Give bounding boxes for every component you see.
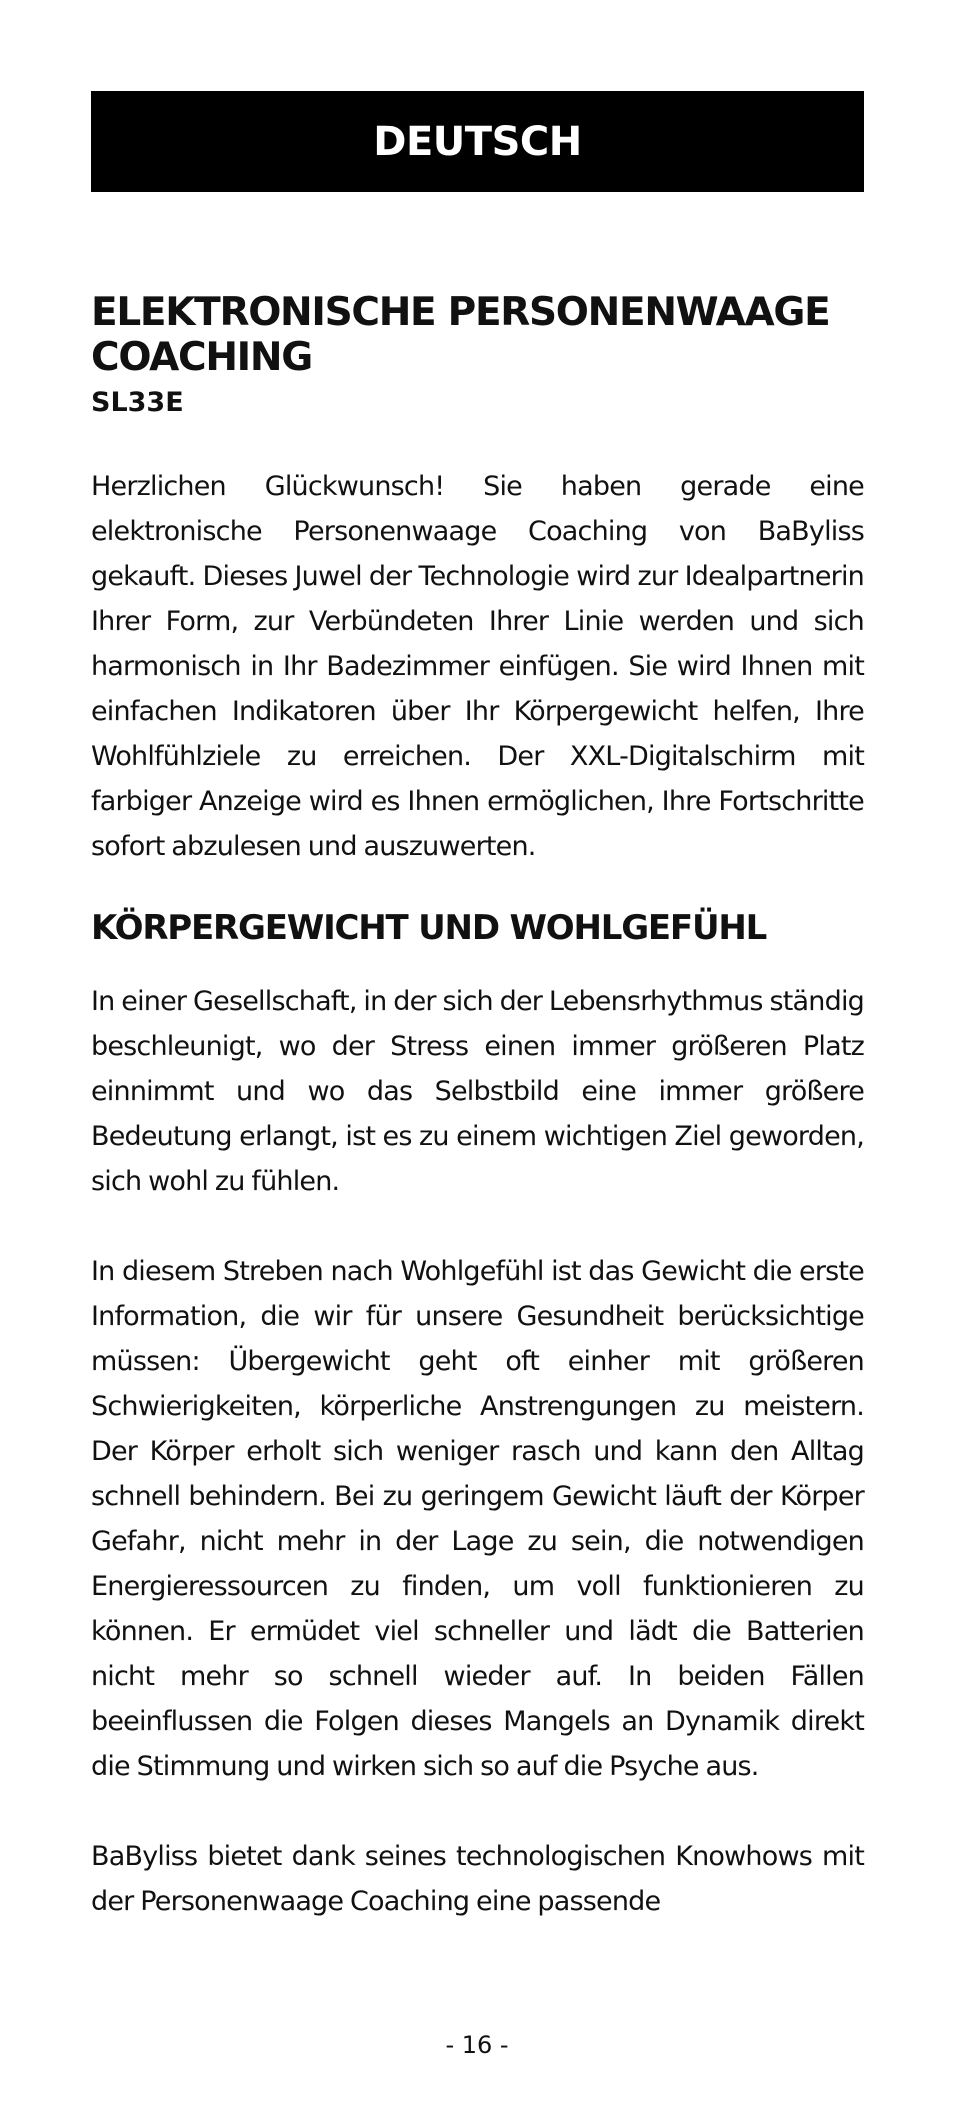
language-label: DEUTSCH: [373, 118, 582, 165]
document-title: ELEKTRONISCHE PERSONENWAAGE COACHING: [91, 290, 830, 380]
section-paragraph-1: In einer Gesellschaft, in der sich der Lebensrhythmus ständig beschleunigt, wo der Stress einen immer größeren Platz einnimmt und wo das Selbstbild eine immer größere Bedeutung erlangt, ist es zu einem wichtigen Ziel geworden, sich wohl zu fühlen.: [91, 986, 864, 1197]
intro-paragraph: Herzlichen Glückwunsch! Sie haben gerade eine elektronische Personenwaage Coaching von BaByliss gekauft. Dieses Juwel der Technologie wird zur Idealpartnerin Ihrer Form, zur Verbündeten Ihrer Linie werden und sich harmonisch in Ihr Badezimmer einfügen. Sie wird Ihnen mit einfachen Indikatoren über Ihr Körpergewicht helfen, Ihre Wohlfühlziele zu erreichen. Der XXL-Digitalschirm mit farbiger Anzeige wird es Ihnen ermöglichen, Ihre Fortschritte sofort abzulesen und auszuwerten.: [91, 471, 864, 862]
section-heading: KÖRPERGEWICHT UND WOHLGEFÜHL: [91, 908, 767, 948]
manual-page: [91, 91, 864, 1924]
page-number: - 16 -: [445, 2031, 509, 2059]
section-paragraph-3: BaByliss bietet dank seines technologischen Knowhows mit der Personenwaage Coaching eine passende: [91, 1841, 864, 1917]
language-banner: [91, 91, 864, 192]
model-number: SL33E: [91, 387, 184, 418]
section-paragraph-2: In diesem Streben nach Wohlgefühl ist das Gewicht die erste Information, die wir für unsere Gesundheit berücksichtige müssen: Übergewicht geht oft einher mit größeren Schwierigkeiten, körperliche Anstrengungen zu meistern. Der Körper erholt sich weniger rasch und kann den Alltag schnell behindern. Bei zu geringem Gewicht läuft der Körper Gefahr, nicht mehr in der Lage zu sein, die notwendigen Energieressourcen zu finden, um voll funktionieren zu können. Er ermüdet viel schneller und lädt die Batterien nicht mehr so schnell wieder auf. In beiden Fällen beeinflussen die Folgen dieses Mangels an Dynamik direkt die Stimmung und wirken sich so auf die Psyche aus.: [91, 1256, 864, 1782]
